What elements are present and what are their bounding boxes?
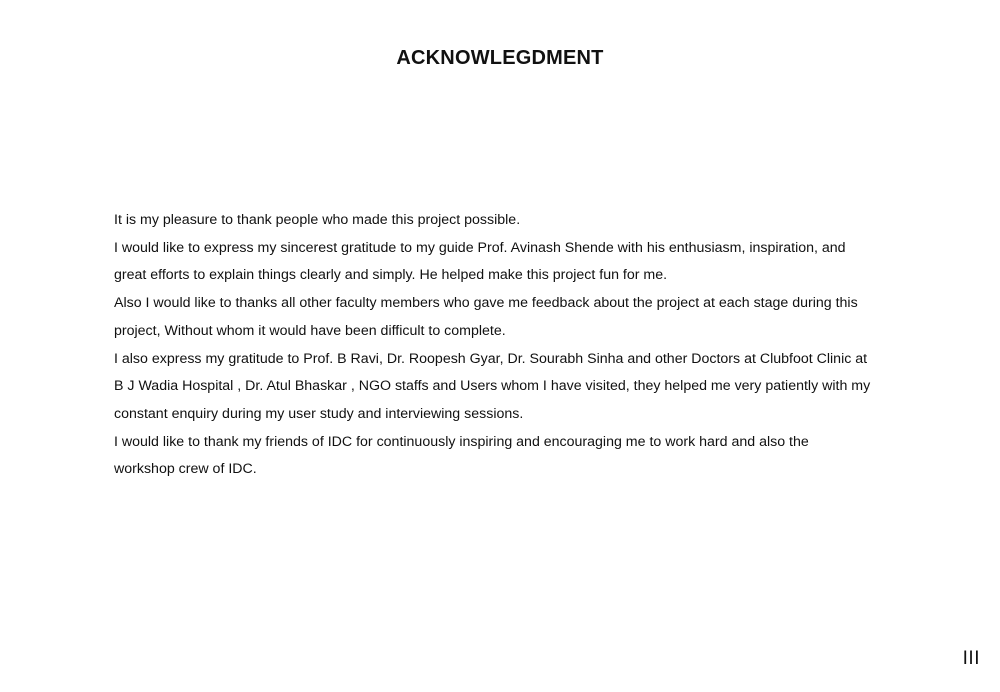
body-line: project, Without whom it would have been difficult to complete. bbox=[114, 322, 506, 339]
body-line: I also express my gratitude to Prof. B Ravi, Dr. Roopesh Gyar, Dr. Sourabh Sinha and other Doctors at Clubfoot Clinic at bbox=[114, 350, 868, 367]
acknowledgment-body bbox=[114, 207, 904, 484]
body-line: great efforts to explain things clearly and simply. He helped make this project fun for me. bbox=[114, 267, 668, 284]
body-line: workshop crew of IDC. bbox=[114, 461, 257, 478]
body-line: I would like to thank my friends of IDC for continuously inspiring and encouraging me to work hard and also the bbox=[114, 433, 809, 450]
body-line: It is my pleasure to thank people who made this project possible. bbox=[114, 212, 521, 228]
body-line: B J Wadia Hospital , Dr. Atul Bhaskar , NGO staffs and Users whom I have visited, they helped me very patiently with my bbox=[114, 378, 871, 395]
body-line: constant enquiry during my user study and interviewing sessions. bbox=[114, 405, 524, 422]
page-number: III bbox=[962, 648, 980, 669]
body-line: I would like to express my sincerest gratitude to my guide Prof. Avinash Shende with his enthusiasm, inspiration, and bbox=[114, 239, 846, 256]
page-title: ACKNOWLEGDMENT bbox=[396, 47, 604, 69]
body-line: Also I would like to thanks all other faculty members who gave me feedback about the project at each stage during this bbox=[114, 295, 858, 312]
